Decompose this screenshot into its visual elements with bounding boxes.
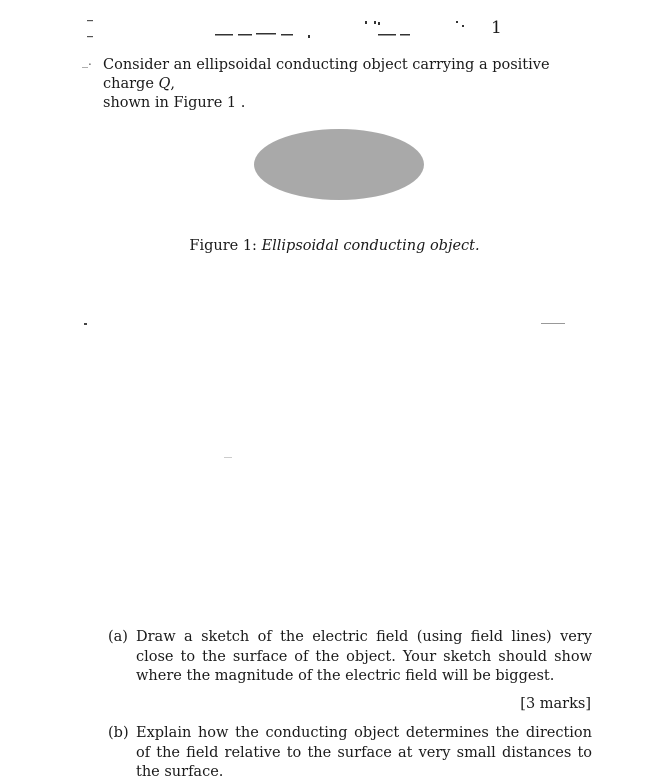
header-title-fragment xyxy=(210,14,510,44)
part-a-text: Draw a sketch of the electric field (using field lines) very close to the surface of the object. Your sketch should show where the magnitude of the electric field will be biggest. xyxy=(136,629,592,684)
figure-caption xyxy=(0,238,669,254)
scan-artifact xyxy=(541,323,565,324)
part-a-marks: [3 marks] xyxy=(520,696,591,712)
part-a-label: (a) xyxy=(108,629,128,645)
question-intro-line2: shown in Figure 1 . xyxy=(103,95,246,111)
margin-mark xyxy=(86,18,96,42)
question-intro xyxy=(103,56,603,113)
scan-artifact xyxy=(224,457,232,458)
page-number: 1 xyxy=(491,18,502,38)
question-intro-text: Consider an ellipsoidal conducting object carrying a positive charge xyxy=(103,57,550,92)
part-b-text: Explain how the conducting object determines the direction of the field relative to the surface at very small distances to the surface. xyxy=(136,725,592,780)
part-b xyxy=(108,724,592,783)
figure-caption-text: Ellipsoidal conducting object. xyxy=(261,238,480,254)
scan-artifact xyxy=(84,323,87,325)
ellipsoid-shape xyxy=(254,129,424,200)
part-b-label: (b) xyxy=(108,725,129,741)
ellipsoid-figure xyxy=(253,128,425,201)
part-a xyxy=(108,628,592,687)
figure-caption-label: Figure 1: xyxy=(189,238,257,254)
question-number-fragment: _. xyxy=(82,54,92,68)
charge-symbol: Q xyxy=(158,76,171,92)
question-intro-punctuation: , xyxy=(170,76,176,92)
